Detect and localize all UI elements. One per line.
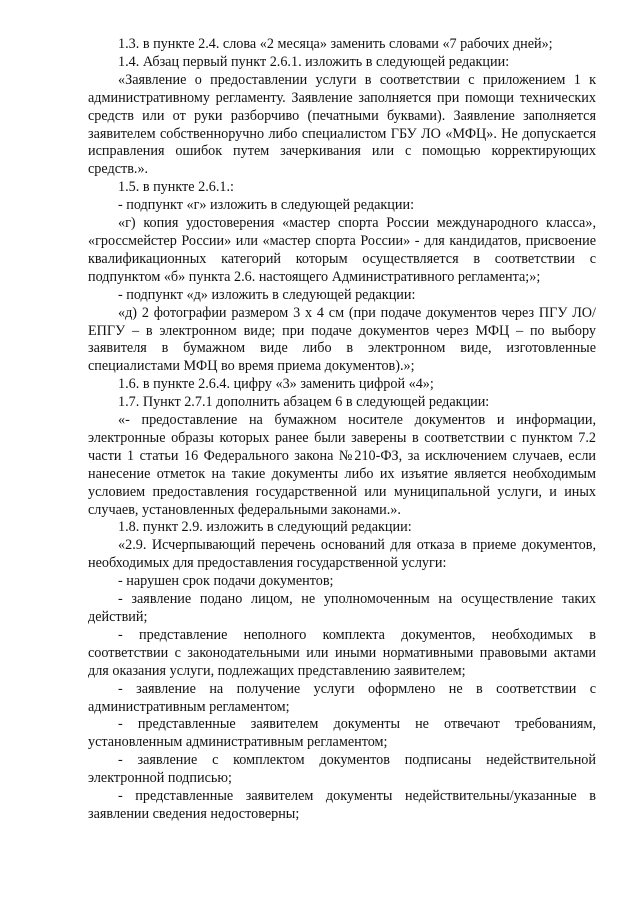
paragraph-1-3: 1.3. в пункте 2.4. слова «2 месяца» заменить словами «7 рабочих дней»; <box>118 36 553 52</box>
list-item-requirements: - представленные заявителем документы не отвечают требованиям, установленным административным регламентом; <box>88 716 596 751</box>
paragraph-paper-documents: «- предоставление на бумажном носителе документов и информации, электронные образы которых ранее были заверены в соответствии с пунктом 7.2 части 1 статьи 16 Федерального закона №210-ФЗ, за исключением случаев, если нанесение отметок на такие документы либо их изъятие является необходимым условием предоставления государственной или муниципальной услуги, и иных случаев, установленных федеральными законами.». <box>88 412 596 518</box>
paragraph-1-7: 1.7. Пункт 2.7.1 дополнить абзацем 6 в следующей редакции: <box>118 394 490 411</box>
paragraph-1-5: 1.5. в пункте 2.6.1.: <box>118 179 234 196</box>
list-item-deadline: - нарушен срок подачи документов; <box>118 573 334 590</box>
paragraph-1-6: 1.6. в пункте 2.6.4. цифру «3» заменить цифрой «4»; <box>118 376 434 393</box>
list-item-noncompliant-form: - заявление на получение услуги оформлено не в соответствии с административным регламентом; <box>88 680 596 715</box>
paragraph-subitem-d: «д) 2 фотографии размером 3 х 4 см (при подаче документов через ПГУ ЛО/ЕПГУ – в электронном виде; при подаче документов через МФЦ – по выбору заявителя в бумажном виде либо в электронном виде, изготовленные специалистами МФЦ во время приема документов).»; <box>88 304 596 375</box>
list-item-incomplete: - представление неполного комплекта документов, необходимых в соответствии с законодательными или иными нормативными правовыми актами для оказания услуги, подлежащих представлению заявителем; <box>88 626 596 679</box>
paragraph-1-4: 1.4. Абзац первый пункт 2.6.1. изложить в следующей редакции: <box>118 53 510 70</box>
paragraph-1-8: 1.8. пункт 2.9. изложить в следующий редакции: <box>118 519 412 536</box>
list-item-unauthorized: - заявление подано лицом, не уполномоченным на осуществление таких действий; <box>88 591 596 625</box>
list-item-invalid-signature: - заявление с комплектом документов подписаны недействительной электронной подписью; <box>88 752 596 787</box>
document-page <box>88 36 596 824</box>
paragraph-subitem-g: «г) копия удостоверения «мастер спорта России международного класса», «гроссмейстер России» или «мастер спорта России» - для кандидатов, присвоение квалификационных категорий которым осуществляется в соответствии с подпунктом «б» пункта 2.6. настоящего Административного регламента;»; <box>88 215 596 285</box>
paragraph-application-text: «Заявление о предоставлении услуги в соответствии с приложением 1 к административному регламенту. Заявление заполняется при помощи технических средств или от руки разборчиво (печатными буквами). Заявление заполняется заявителем собственноручно либо специалистом ГБУ ЛО «МФЦ». Не допускается исправления ошибок путем зачеркивания или с помощью корректирующих средств.». <box>88 71 596 178</box>
paragraph-2-9: «2.9. Исчерпывающий перечень оснований для отказа в приеме документов, необходимых для предоставления государственной услуги: <box>88 537 596 572</box>
list-item-invalid-documents: - представленные заявителем документы недействительны/указанные в заявлении сведения недостоверны; <box>88 788 596 822</box>
paragraph-subitem-d-intro: - подпункт «д» изложить в следующей редакции: <box>118 286 416 303</box>
paragraph-subitem-g-intro: - подпункт «г» изложить в следующей редакции: <box>118 197 415 214</box>
